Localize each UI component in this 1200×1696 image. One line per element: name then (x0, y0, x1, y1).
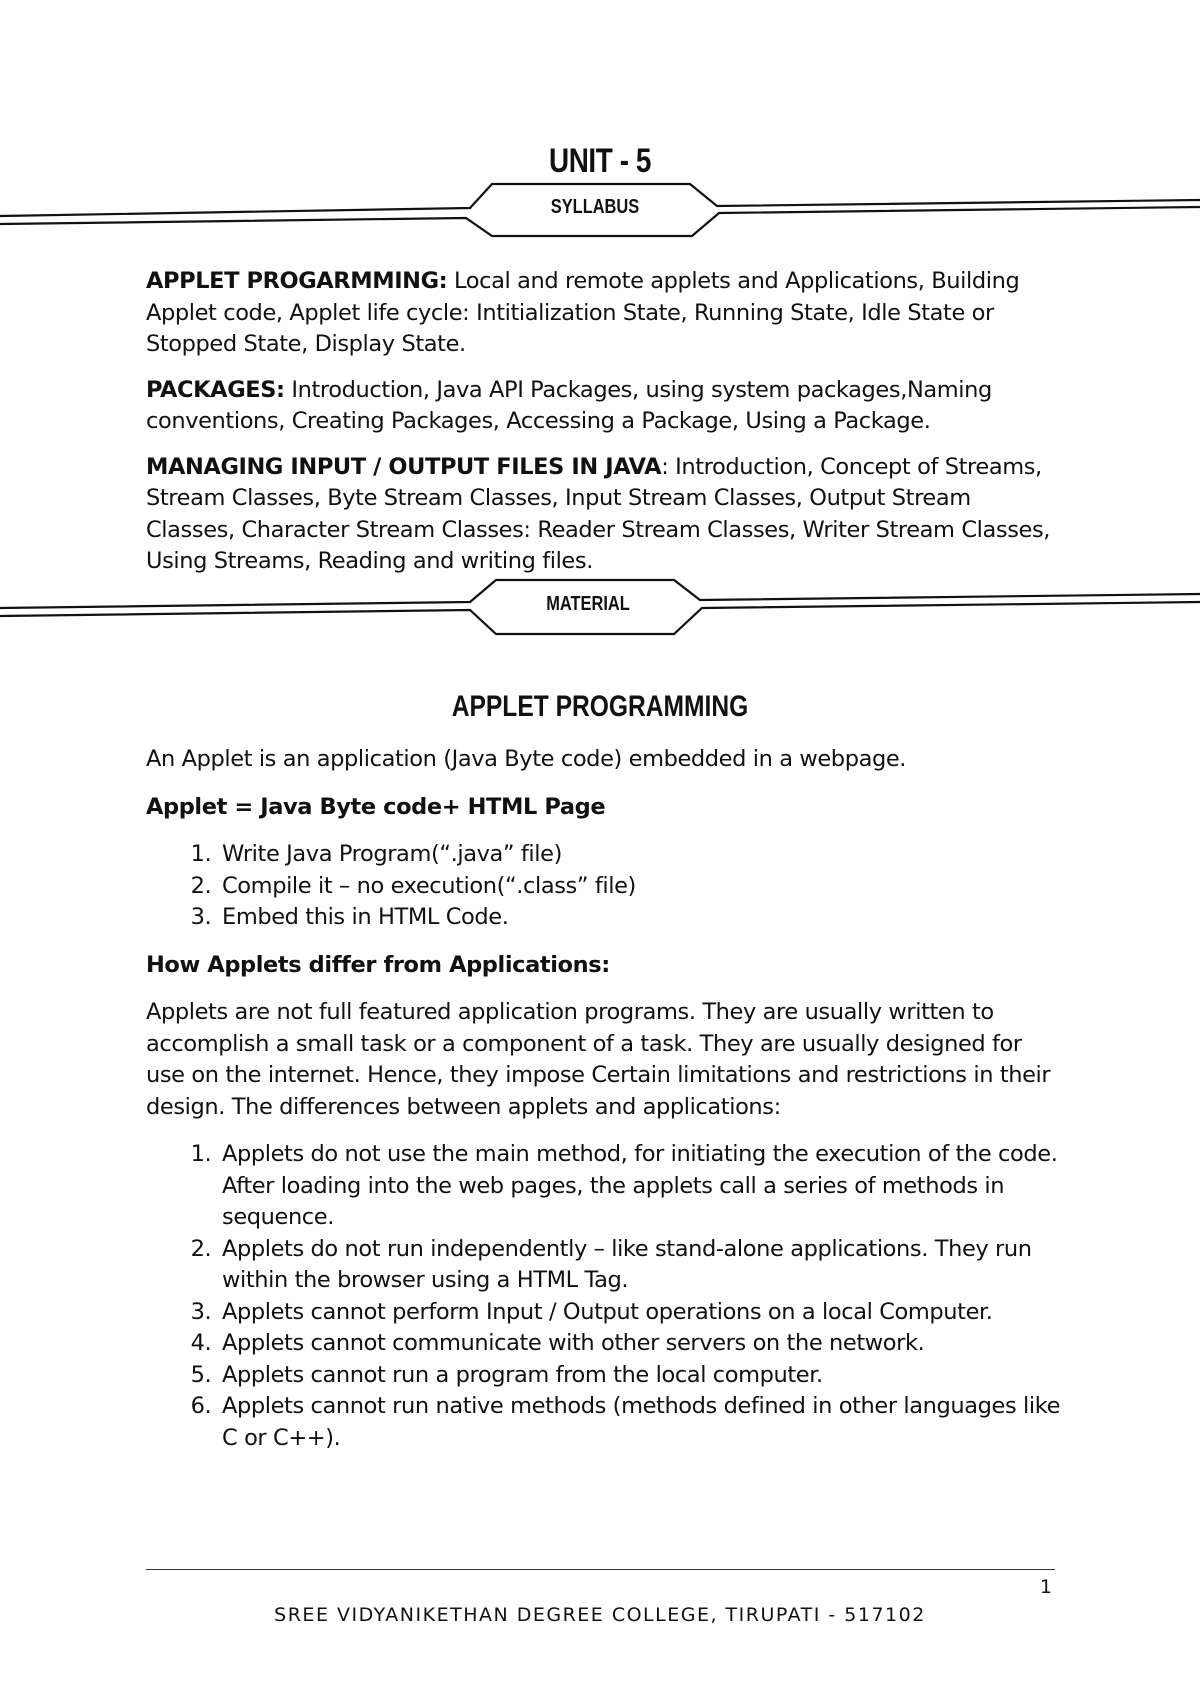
syllabus-lead: APPLET PROGARMMING: (146, 268, 448, 294)
material-label: MATERIAL (546, 593, 630, 615)
list-item: 2. Compile it – no execution(“.class” file) (218, 871, 1066, 903)
section-heading: APPLET PROGRAMMING (451, 690, 749, 723)
list-item: 2. Applets do not run independently – like stand-alone applications. They run within the browser using a HTML Tag. (218, 1234, 1066, 1297)
syllabus-item-io (146, 452, 1066, 578)
syllabus-lead: MANAGING INPUT / OUTPUT FILES IN JAVA (146, 453, 662, 480)
unit-title: UNIT - 5 (548, 142, 652, 180)
syllabus-label: SYLLABUS (550, 196, 640, 218)
footer-rule (146, 1569, 1055, 1570)
material-body (146, 744, 1066, 1470)
syllabus-text: Introduction, Java API Packages, using system packages,Naming conventions, Creating Packages, Accessing a Package, Using a Package. (146, 376, 992, 434)
differ-heading: How Applets differ from Applications: (146, 951, 610, 978)
page-number: 1 (1039, 1576, 1052, 1598)
steps-list (146, 839, 1066, 934)
syllabus-banner (0, 180, 1200, 240)
list-item: 6. Applets cannot run native methods (methods defined in other languages like C or C++). (218, 1391, 1066, 1454)
intro-paragraph: An Applet is an application (Java Byte code) embedded in a webpage. (146, 746, 907, 772)
college-footer: SREE VIDYANIKETHAN DEGREE COLLEGE, TIRUPATI - 517102 (274, 1604, 926, 1626)
list-item: 5. Applets cannot run a program from the local computer. (218, 1360, 1066, 1392)
differences-list (146, 1139, 1066, 1454)
material-banner (0, 578, 1200, 638)
syllabus-section (146, 266, 1066, 592)
syllabus-item-packages (146, 375, 1066, 438)
syllabus-text: : Introduction, Concept of Streams, Stream Classes, Byte Stream Classes, Input Stream Classes, Output Stream Classes, Character Stream Classes: Reader Stream Classes, Writer Stream Classes, Using Streams, Reading and writing files. (146, 453, 1051, 574)
list-item: 4. Applets cannot communicate with other servers on the network. (218, 1328, 1066, 1360)
syllabus-lead: PACKAGES: (146, 376, 285, 403)
list-item: 1. Write Java Program(“.java” file) (218, 839, 1066, 871)
list-item: 3. Applets cannot perform Input / Output operations on a local Computer. (218, 1297, 1066, 1329)
differ-intro: Applets are not full featured application programs. They are usually written to accomplish a small task or a component of a task. They are usually designed for use on the internet. Hence, they impose Certain limitations and restrictions in their design. The differences between applets and applications: (146, 999, 1051, 1120)
syllabus-text: Local and remote applets and Applications, Building Applet code, Applet life cycle: Intitialization State, Running State, Idle State or Stopped State, Display State. (146, 268, 1020, 357)
list-item: 3. Embed this in HTML Code. (218, 902, 1066, 934)
formula-line: Applet = Java Byte code+ HTML Page (146, 793, 606, 820)
list-item: 1. Applets do not use the main method, for initiating the execution of the code. After loading into the web pages, the applets call a series of methods in sequence. (218, 1139, 1066, 1234)
syllabus-item-applets (146, 266, 1066, 361)
